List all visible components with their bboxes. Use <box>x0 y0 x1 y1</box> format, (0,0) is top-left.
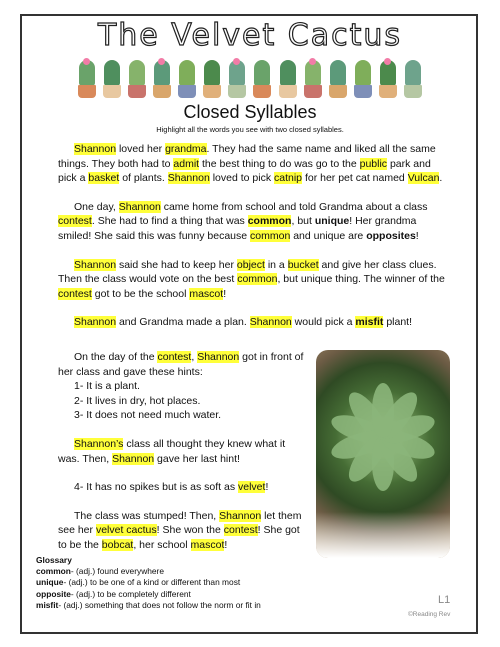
text-run: got in front of her class and gave these hints: <box>58 351 304 378</box>
text-run: ! <box>265 481 269 494</box>
text-run: ! <box>223 287 227 300</box>
highlighted-word: contest <box>58 215 92 228</box>
text-run: in a <box>264 258 288 271</box>
glossary-term: opposite <box>36 588 71 599</box>
paragraph-3 <box>58 258 450 302</box>
text-run: class all thought they knew what it was. Then, <box>58 437 286 465</box>
highlighted-word: velvet <box>238 481 266 494</box>
highlighted-word: bobcat <box>101 538 134 551</box>
text-run: . <box>439 172 443 185</box>
cactus-icon <box>151 58 173 98</box>
text-run: One day, <box>74 200 119 213</box>
story-upper <box>58 142 450 330</box>
glossary-term: common <box>36 566 71 577</box>
highlighted-word: misfit <box>355 316 384 329</box>
story-lower <box>58 350 308 553</box>
paragraph-6 <box>58 437 308 466</box>
cactus-icon <box>226 58 248 98</box>
highlighted-word: mascot <box>190 538 225 551</box>
highlighted-word: Shannon <box>219 509 262 522</box>
text-run: gave her last hint! <box>154 452 240 465</box>
text-run: for her pet cat named <box>302 172 408 185</box>
text-run: On the day of the <box>74 351 158 363</box>
cactus-icon <box>251 58 273 98</box>
text-run: unique <box>314 215 350 228</box>
cactus-icon <box>76 58 98 98</box>
highlighted-word: Shannon’s <box>74 437 124 450</box>
text-run: 4- It has no spikes but is as soft as <box>74 481 238 494</box>
highlighted-word: Shannon <box>197 351 240 363</box>
text-run: ! <box>224 538 228 551</box>
text-run: of plants. <box>119 172 168 185</box>
glossary-entry <box>36 566 306 577</box>
cactus-icon <box>277 58 299 98</box>
cactus-icon <box>101 58 123 98</box>
highlighted-word: contest <box>58 287 92 300</box>
highlighted-word: common <box>250 229 291 242</box>
level-label: L1 <box>438 594 451 606</box>
glossary-entry <box>36 589 306 600</box>
text-run: park and pick a <box>58 157 431 185</box>
hint-list <box>74 379 308 423</box>
cactus-icon <box>327 58 349 98</box>
paragraph-2 <box>58 200 450 244</box>
text-run: got to be the school <box>91 287 190 300</box>
text-run: loved to pick <box>209 172 274 185</box>
text-run: ! She got to be the <box>58 524 300 551</box>
highlighted-word: common <box>237 273 278 286</box>
text-run: and Grandma made a plan. <box>116 316 250 329</box>
text-run: , but <box>291 215 315 228</box>
text-run: ! Her grandma smiled! She said this was funny because <box>58 215 417 242</box>
text-run: . She had to find a thing that was <box>91 215 248 228</box>
highlighted-word: public <box>359 157 388 170</box>
copyright: ©Reading Rev <box>408 611 451 618</box>
page-title: The Velvet Cactus <box>97 18 403 53</box>
glossary-term: unique <box>36 577 64 588</box>
paragraph-7 <box>58 480 308 495</box>
highlighted-word: mascot <box>189 287 224 300</box>
cactus-icon <box>302 58 324 98</box>
glossary-term: misfit <box>36 599 59 610</box>
text-run: let them see her <box>58 509 302 537</box>
text-run: plant! <box>383 316 413 329</box>
text-run: the best thing to do was go to the <box>199 157 360 170</box>
text-run: The class was stumped! Then, <box>74 509 220 522</box>
text-run: opposites <box>366 229 416 242</box>
glossary-definition: - (adj.) to be completely different <box>70 588 191 599</box>
highlighted-word: basket <box>88 172 120 185</box>
text-run: loved her <box>116 143 166 155</box>
highlighted-word: Shannon <box>74 316 117 329</box>
text-run: ! <box>415 229 419 242</box>
highlighted-word: Shannon <box>118 200 161 213</box>
cactus-icon <box>352 58 374 98</box>
glossary-entry <box>36 577 306 588</box>
text-run: , but unique thing. The winner of the <box>277 273 445 286</box>
instructions: Highlight all the words you see with two closed syllables. <box>156 125 344 134</box>
highlighted-word: object <box>236 258 265 271</box>
text-run: would pick a <box>291 316 356 329</box>
hint-item: 3- It does not need much water. <box>74 409 222 422</box>
glossary <box>36 555 306 611</box>
cactus-icon <box>201 58 223 98</box>
text-run: ! She won the <box>156 524 224 537</box>
highlighted-word: admit <box>173 157 200 170</box>
highlighted-word: grandma <box>165 143 207 155</box>
text-run: and give her class clues. Then the class would vote on the best <box>58 258 437 286</box>
highlighted-word: Shannon <box>74 258 117 271</box>
highlighted-word: Vulcan <box>407 172 440 185</box>
paragraph-1 <box>58 142 450 186</box>
glossary-definition: - (adj.) found everywhere <box>70 566 165 577</box>
glossary-definition: - (adj.) something that does not follow the norm or fit in <box>58 599 261 610</box>
hint-item: 1- It is a plant. <box>74 380 140 393</box>
cactus-icon <box>126 58 148 98</box>
highlighted-word: velvet cactus <box>95 524 157 537</box>
highlighted-word: Shannon <box>112 452 155 465</box>
cactus-row <box>76 56 424 98</box>
glossary-definition: - (adj.) to be one of a kind or different than most <box>63 577 241 588</box>
highlighted-word: catnip <box>274 172 303 185</box>
lesson-subtitle: Closed Syllables <box>183 102 317 122</box>
highlighted-word: bucket <box>287 258 319 271</box>
highlighted-word: contest <box>157 351 192 363</box>
paragraph-4 <box>58 315 450 330</box>
cactus-icon <box>176 58 198 98</box>
text-run: , her school <box>133 538 191 551</box>
text-run: said she had to keep her <box>116 258 237 271</box>
paragraph-5 <box>58 350 308 379</box>
highlighted-word: contest <box>223 524 258 537</box>
text-run: and unique are <box>290 229 367 242</box>
cactus-icon <box>377 58 399 98</box>
velvet-cactus-photo <box>316 350 450 558</box>
text-run: came home from school and told Grandma about a class <box>160 200 428 213</box>
text-run: , <box>191 351 198 363</box>
cactus-icon <box>402 58 424 98</box>
highlighted-word: Shannon <box>249 316 292 329</box>
hint-item: 2- It lives in dry, hot places. <box>74 394 201 407</box>
highlighted-word: Shannon <box>167 172 210 185</box>
paragraph-8 <box>58 509 308 553</box>
glossary-heading: Glossary <box>36 555 72 565</box>
highlighted-word: common <box>247 215 292 228</box>
text-run: . They had the same name and liked all the same things. They both had to <box>58 143 436 170</box>
highlighted-word: Shannon <box>74 143 117 155</box>
glossary-entry <box>36 600 306 611</box>
